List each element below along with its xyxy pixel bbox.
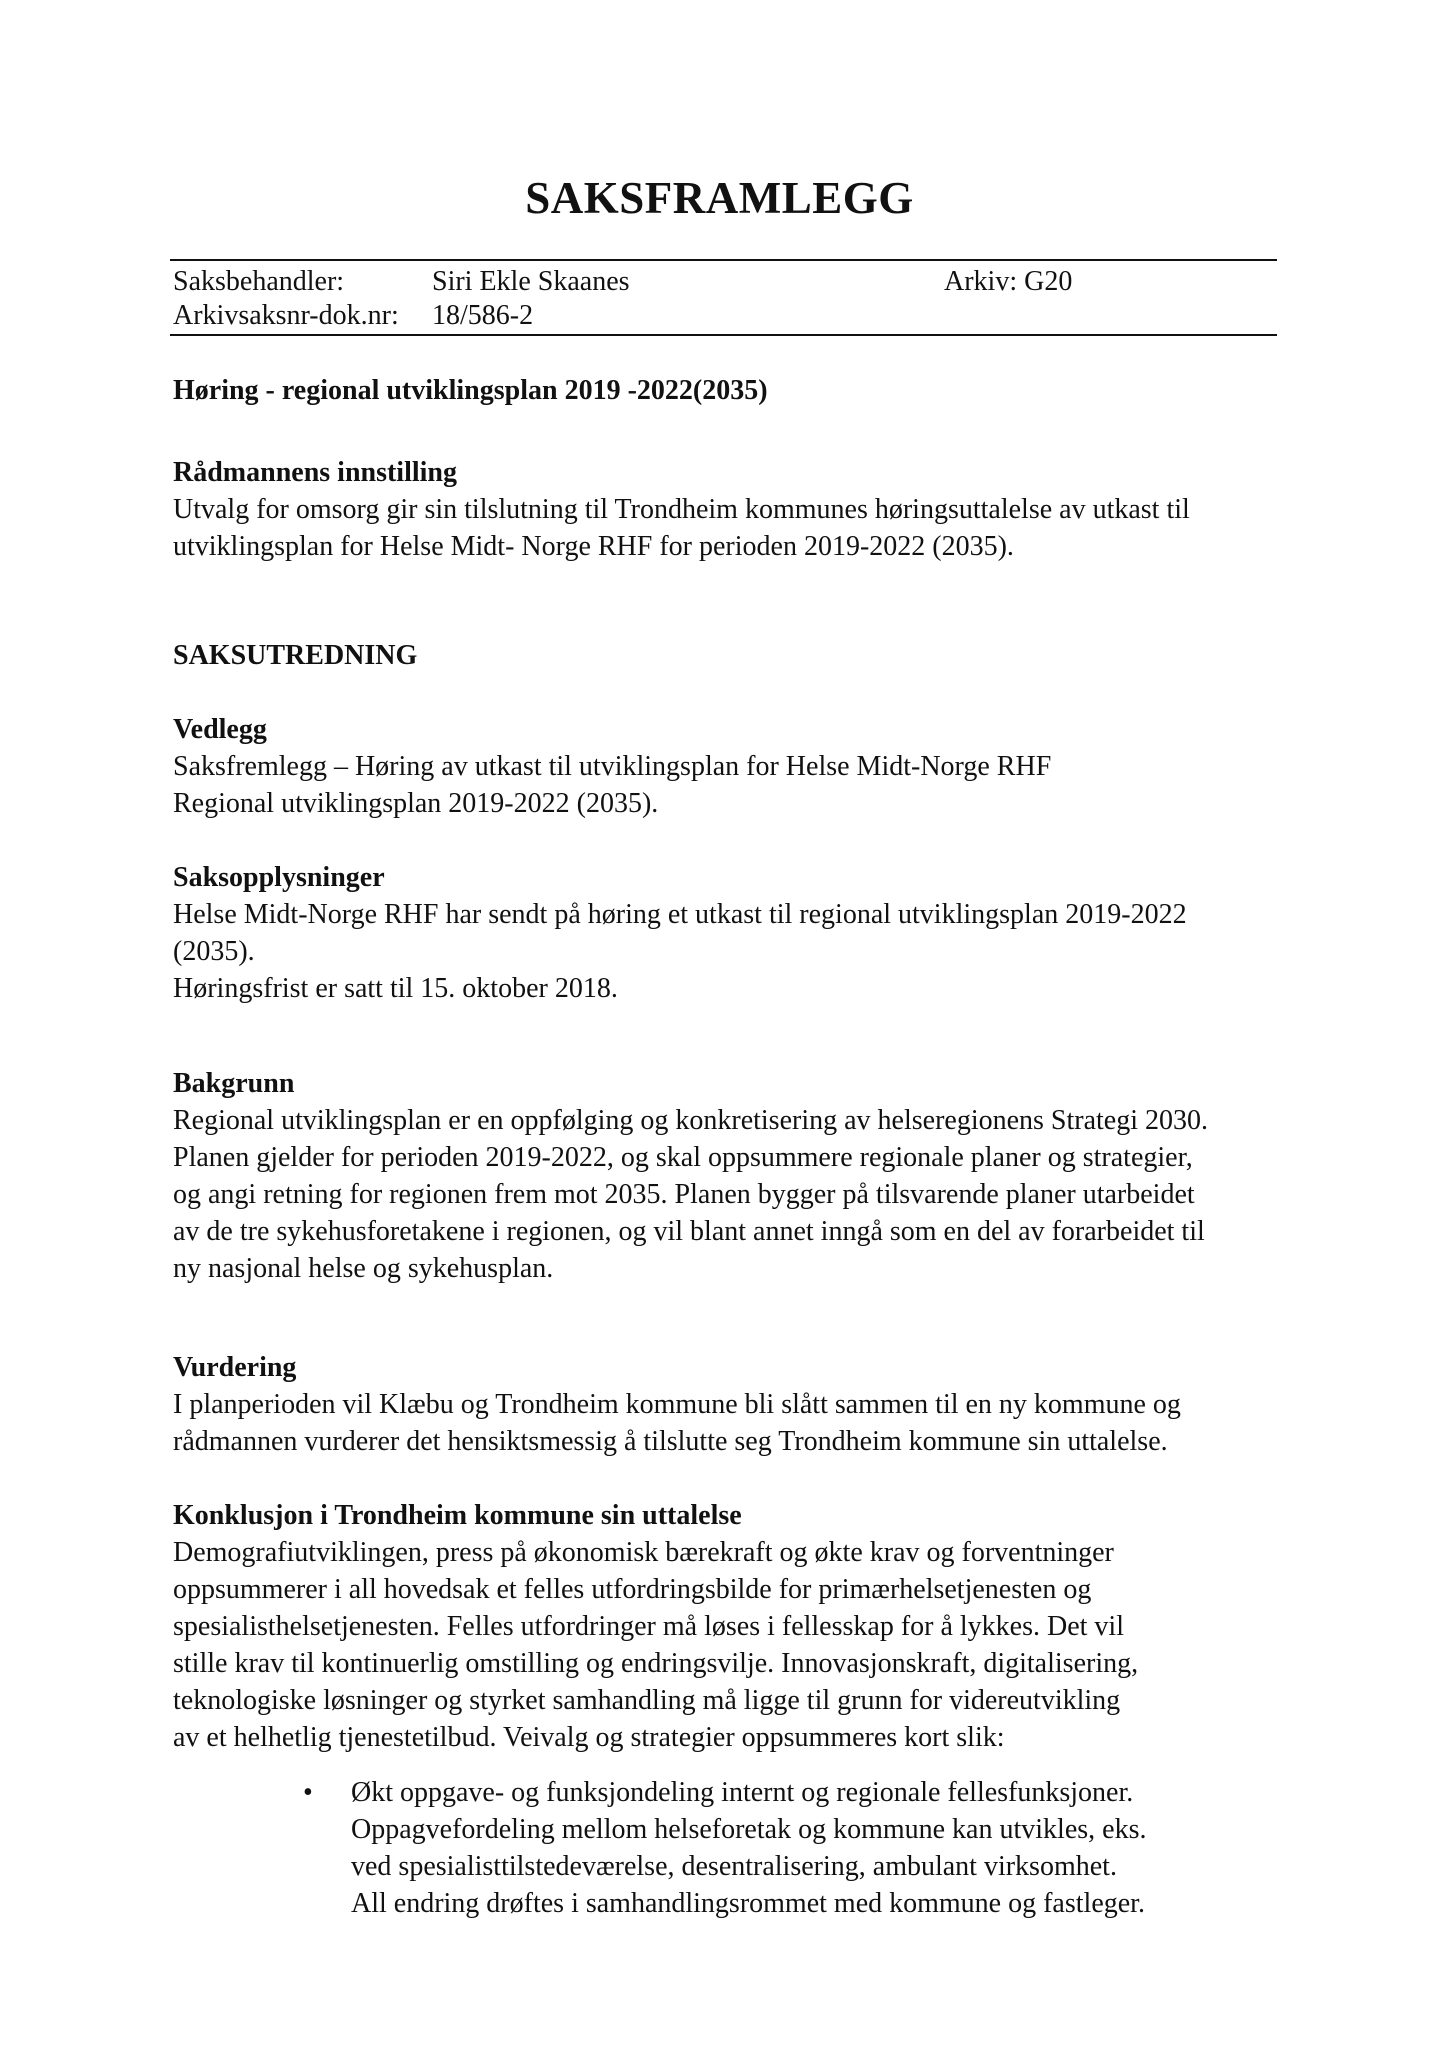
header-rule-top [170, 259, 1277, 261]
vurdering-heading: Vurdering [173, 1352, 297, 1383]
bakgrunn-line-4: av de tre sykehusforetakene i regionen, og vil blant annet inngå som en del av forarbeidet til [173, 1216, 1205, 1247]
saksopplysninger-line-3: Høringsfrist er satt til 15. oktober 2018. [173, 973, 618, 1004]
arkiv-code: Arkiv: G20 [944, 266, 1073, 297]
saksbehandler-value: Siri Ekle Skaanes [432, 266, 630, 297]
bullet-line-3: ved spesialisttilstedeværelse, desentralisering, ambulant virksomhet. [351, 1851, 1117, 1882]
document-body [173, 372, 1277, 1922]
arkivsaksnr-value: 18/586-2 [432, 300, 534, 331]
konklusjon-bullet-item [173, 1774, 1277, 1922]
vedlegg-line-2: Regional utviklingsplan 2019-2022 (2035). [173, 788, 659, 819]
bakgrunn-line-3: og angi retning for regionen frem mot 2035. Planen bygger på tilsvarende planer utarbeidet [173, 1179, 1195, 1210]
vurdering-line-2: rådmannen vurderer det hensiktsmessig å tilslutte seg Trondheim kommune sin uttalelse. [173, 1426, 1168, 1457]
vurdering-line-1: I planperioden vil Klæbu og Trondheim kommune bli slått sammen til en ny kommune og [173, 1389, 1181, 1420]
bakgrunn-heading: Bakgrunn [173, 1068, 295, 1099]
konklusjon-line-1: Demografiutviklingen, press på økonomisk bærekraft og økte krav og forventninger [173, 1537, 1114, 1568]
bakgrunn-line-5: ny nasjonal helse og sykehusplan. [173, 1253, 554, 1284]
bullet-line-4: All endring drøftes i samhandlingsrommet med kommune og fastleger. [351, 1888, 1145, 1919]
bakgrunn-line-2: Planen gjelder for perioden 2019-2022, og skal oppsummere regionale planer og strategier, [173, 1142, 1193, 1173]
innstilling-heading: Rådmannens innstilling [173, 457, 457, 488]
bullet-line-1: Økt oppgave- og funksjondeling internt og regionale fellesfunksjoner. [351, 1777, 1134, 1808]
bullet-point-icon: • [303, 1777, 313, 1808]
konklusjon-line-5: teknologiske løsninger og styrket samhandling må ligge til grunn for videreutvikling [173, 1685, 1121, 1716]
arkivsaksnr-label: Arkivsaksnr-dok.nr: [173, 300, 399, 331]
saksopplysninger-line-1: Helse Midt-Norge RHF har sendt på høring et utkast til regional utviklingsplan 2019-2022 [173, 899, 1187, 930]
case-title: Høring - regional utviklingsplan 2019 -2022(2035) [173, 375, 768, 406]
konklusjon-line-3: spesialisthelsetjenesten. Felles utfordringer må løses i fellesskap for å lykkes. Det vil [173, 1611, 1124, 1642]
saksopplysninger-heading: Saksopplysninger [173, 862, 385, 893]
saksopplysninger-line-2: (2035). [173, 936, 255, 967]
bakgrunn-line-1: Regional utviklingsplan er en oppfølging og konkretisering av helseregionens Strategi 2030. [173, 1105, 1209, 1136]
vedlegg-heading: Vedlegg [173, 714, 267, 745]
konklusjon-line-4: stille krav til kontinuerlig omstilling og endringsvilje. Innovasjonskraft, digitalisering, [173, 1648, 1139, 1679]
document-title: SAKSFRAMLEGG [525, 173, 914, 223]
konklusjon-line-2: oppsummerer i all hovedsak et felles utfordringsbilde for primærhelsetjenesten og [173, 1574, 1092, 1605]
header-rule-bottom [170, 334, 1277, 336]
saksutredning-heading: SAKSUTREDNING [173, 640, 418, 671]
innstilling-line-1: Utvalg for omsorg gir sin tilslutning til Trondheim kommunes høringsuttalelse av utkast til [173, 494, 1190, 525]
bullet-line-2: Oppagvefordeling mellom helseforetak og kommune kan utvikles, eks. [351, 1814, 1147, 1845]
konklusjon-heading: Konklusjon i Trondheim kommune sin uttalelse [173, 1500, 742, 1531]
saksbehandler-label: Saksbehandler: [173, 266, 345, 297]
konklusjon-line-6: av et helhetlig tjenestetilbud. Veivalg og strategier oppsummeres kort slik: [173, 1722, 1005, 1753]
innstilling-line-2: utviklingsplan for Helse Midt- Norge RHF for perioden 2019-2022 (2035). [173, 531, 1014, 562]
vedlegg-line-1: Saksfremlegg – Høring av utkast til utviklingsplan for Helse Midt-Norge RHF [173, 751, 1052, 782]
